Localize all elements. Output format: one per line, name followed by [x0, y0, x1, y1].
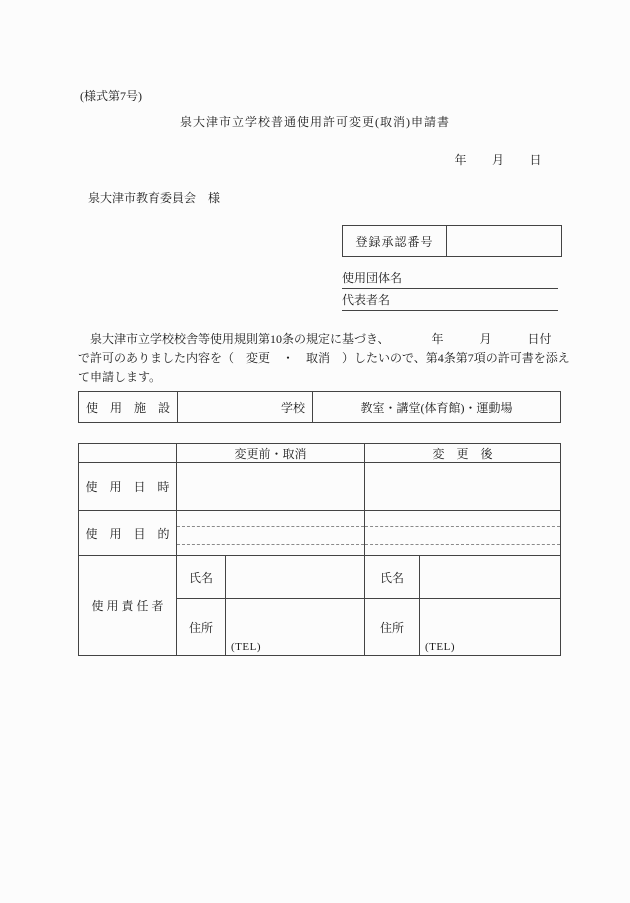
usage-purpose-row	[79, 511, 561, 556]
manager-name-before-value	[226, 556, 365, 599]
tel-label: (TEL)	[231, 641, 261, 653]
change-details-table	[78, 443, 561, 656]
header-after-change: 変 更 後	[365, 444, 561, 463]
representative-name-field	[342, 290, 558, 311]
tel-label: (TEL)	[425, 641, 455, 653]
manager-address-after-cell	[420, 599, 561, 656]
usage-datetime-after-cell	[365, 463, 561, 511]
addressee-line: 泉大津市教育委員会 様	[88, 191, 221, 205]
body-paragraph	[78, 330, 570, 387]
usage-datetime-row	[79, 463, 561, 511]
body-paragraph-line-3: て申請します。	[78, 370, 162, 384]
ruled-dashed-line	[177, 526, 364, 527]
facility-room-options: 教室・講堂(体育館)・運動場	[313, 392, 561, 423]
usage-purpose-label: 使 用 目 的	[79, 511, 177, 556]
facility-school-cell	[178, 392, 313, 423]
usage-purpose-before-cell	[177, 511, 365, 556]
facility-row-label: 使 用 施 設	[79, 392, 178, 423]
manager-name-after-label: 氏名	[365, 556, 420, 599]
usage-datetime-label: 使 用 日 時	[79, 463, 177, 511]
facility-row	[79, 392, 561, 423]
registration-number-label: 登録承認番号	[343, 226, 447, 257]
organization-name-field	[342, 268, 558, 289]
page-title: 泉大津市立学校普通使用許可変更(取消)申請書	[180, 115, 450, 129]
manager-address-before-cell	[226, 599, 365, 656]
body-paragraph-line-1: 泉大津市立学校校舎等使用規則第10条の規定に基づき、 年 月 日付	[90, 332, 552, 346]
manager-name-before-label: 氏名	[177, 556, 226, 599]
body-paragraph-line-2: で許可のありました内容を（ 変更 ・ 取消 ）したいので、第4条第7項の許可書を添え	[78, 351, 570, 365]
organization-name-label: 使用団体名	[342, 271, 403, 285]
ruled-dashed-line	[177, 544, 364, 545]
facility-table	[78, 391, 561, 423]
registration-number-value	[447, 226, 562, 257]
change-table-header-row	[79, 444, 561, 463]
registration-number-row	[343, 226, 562, 257]
manager-name-row	[79, 556, 561, 599]
ruled-dashed-line	[365, 526, 560, 527]
representative-name-label: 代表者名	[342, 293, 391, 307]
date-line: 年 月 日	[454, 153, 542, 167]
manager-address-before-label: 住所	[177, 599, 226, 656]
usage-purpose-after-cell	[365, 511, 561, 556]
manager-address-after-label: 住所	[365, 599, 420, 656]
header-before-change: 変更前・取消	[177, 444, 365, 463]
usage-datetime-before-cell	[177, 463, 365, 511]
form-number: (様式第7号)	[80, 89, 142, 103]
usage-manager-label: 使 用 責 任 者	[79, 556, 177, 656]
ruled-dashed-line	[365, 544, 560, 545]
manager-name-after-value	[420, 556, 561, 599]
school-suffix-label: 学校	[280, 400, 305, 415]
registration-number-table	[342, 225, 562, 257]
header-empty-cell	[79, 444, 177, 463]
